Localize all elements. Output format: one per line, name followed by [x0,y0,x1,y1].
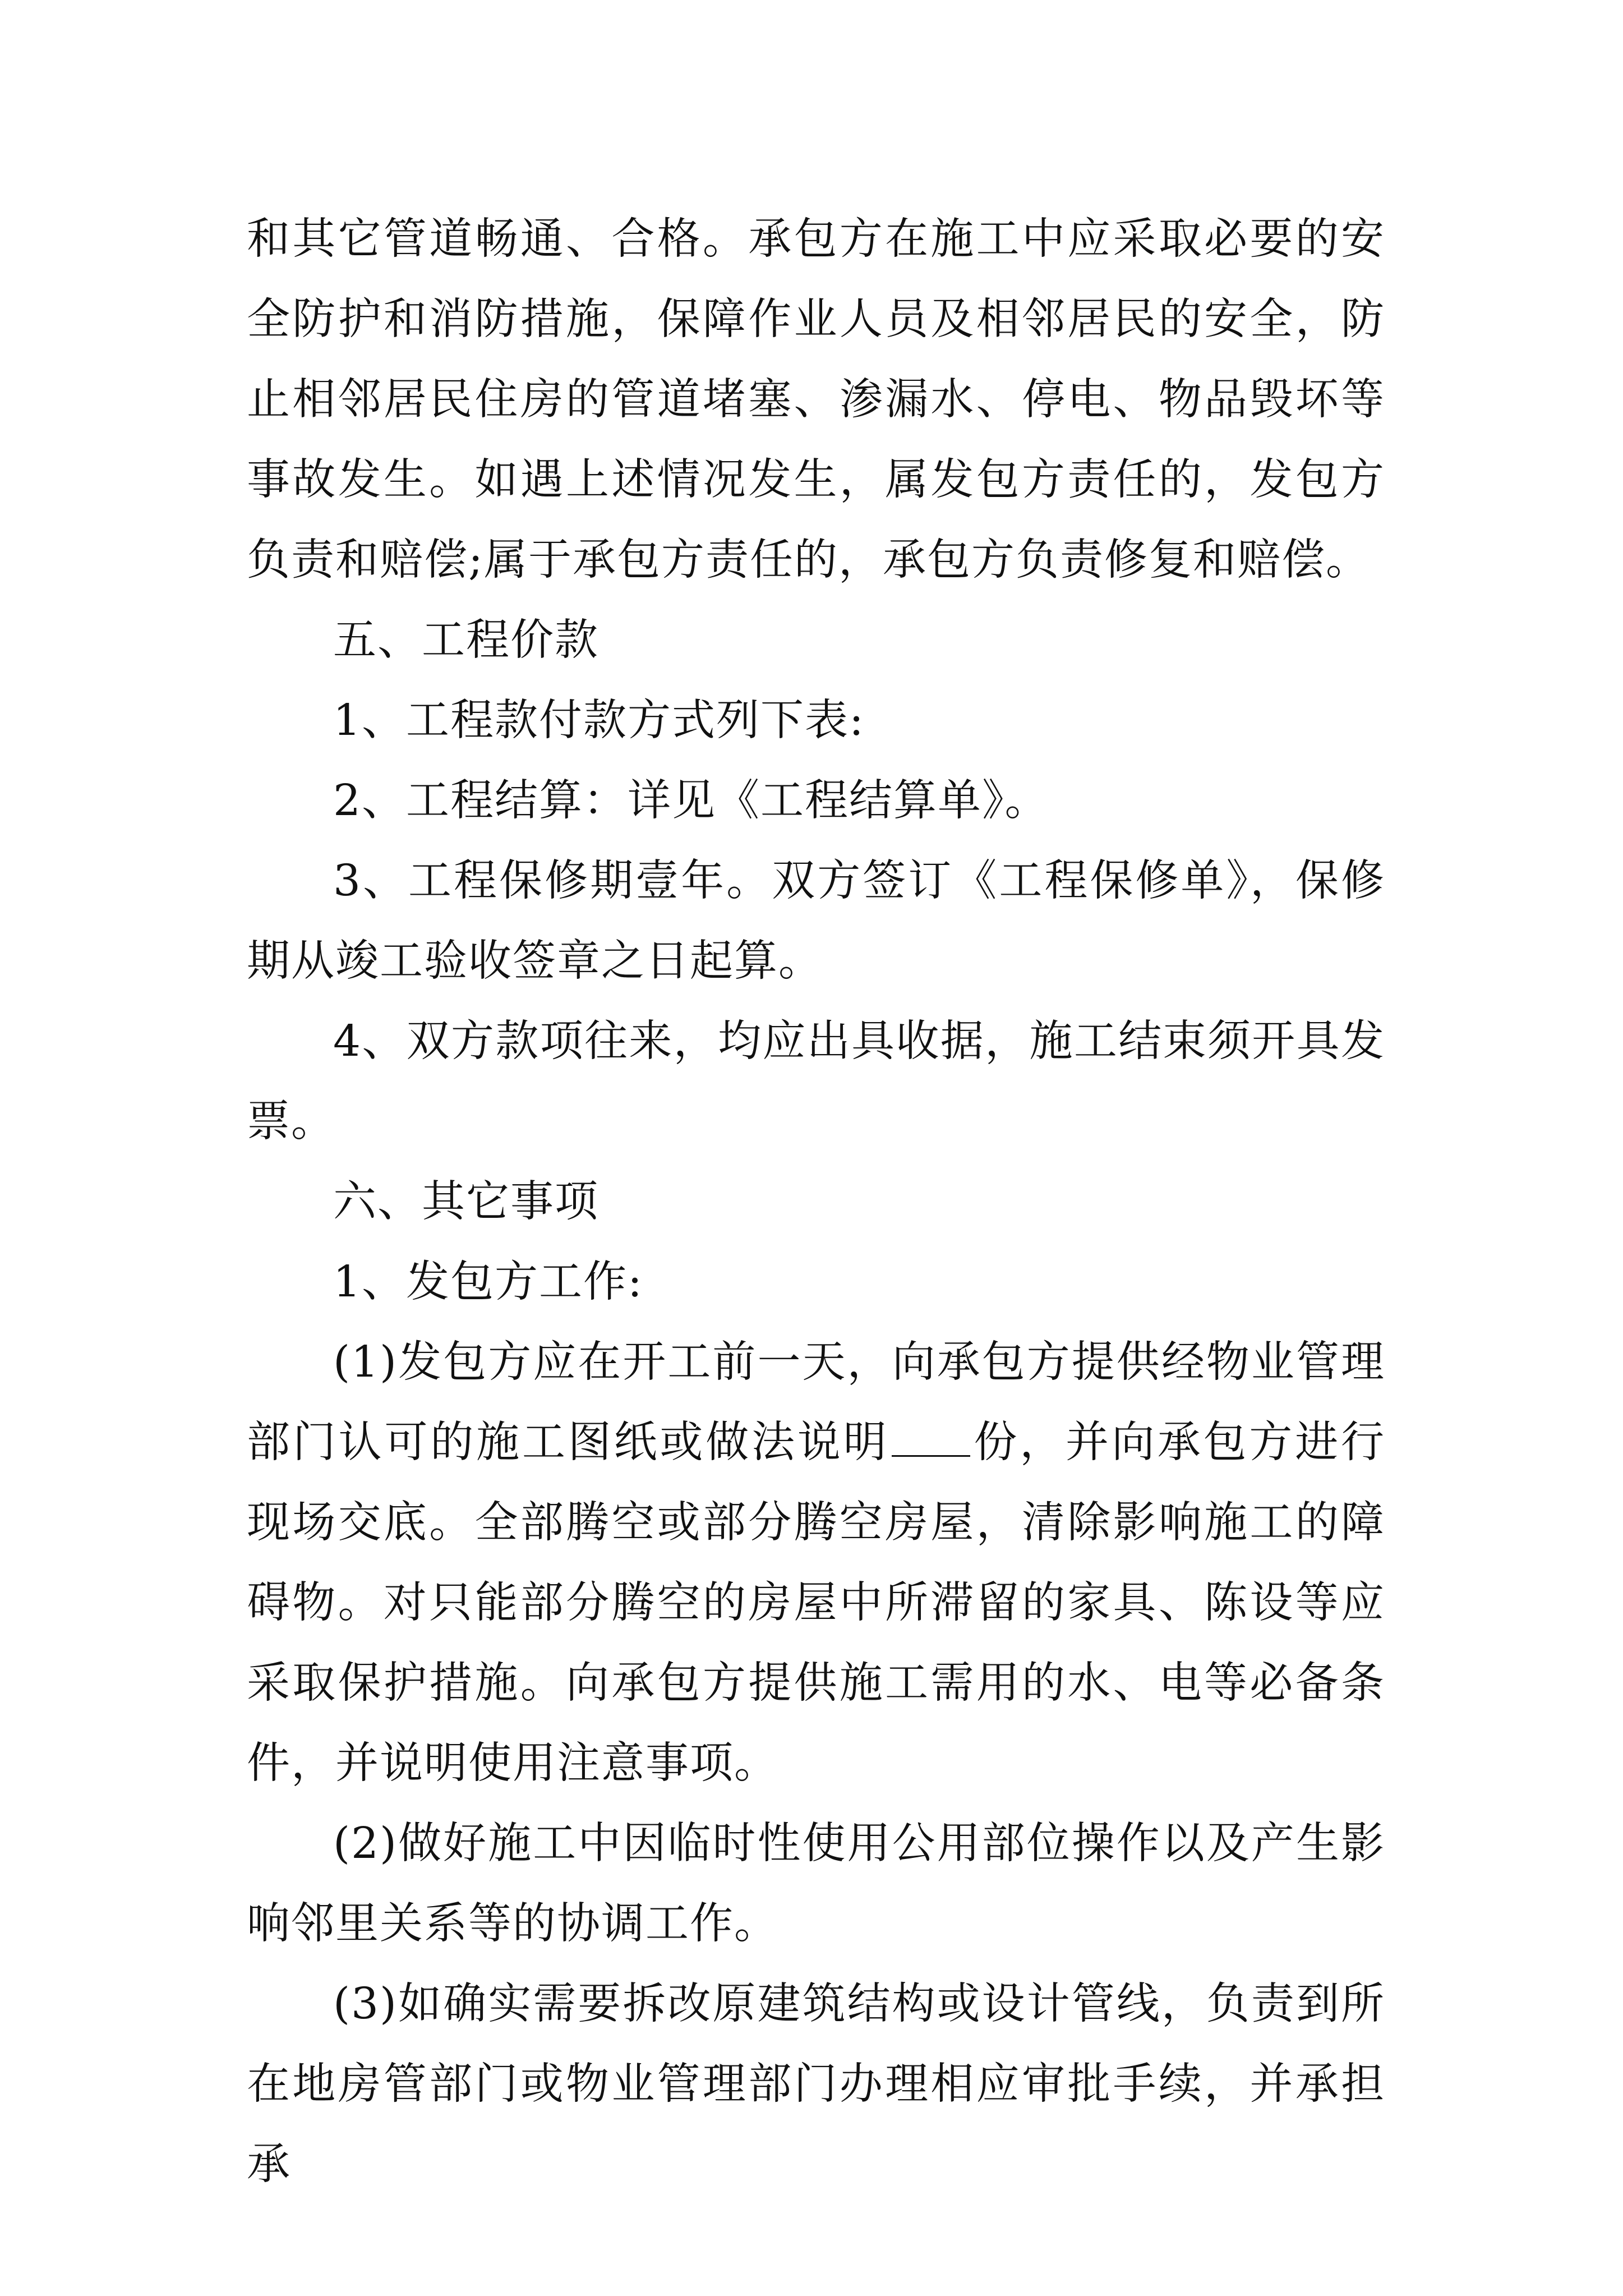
clause-client-work-1 [247,1322,1385,1803]
paragraph-continuation: 和其它管道畅通、合格。承包方在施工中应采取必要的安全防护和消防措施，保障作业人员及相邻居民的安全，防止相邻居民住房的管道堵塞、渗漏水、停电、物品毁坏等事故发生。如遇上述情况发生，属发包方责任的，发包方负责和赔偿;属于承包方责任的，承包方负责修复和赔偿。 [247,214,1385,585]
clause-receipts: 4、双方款项往来，均应出具收据，施工结束须开具发票。 [247,1016,1385,1147]
document-body [247,199,1385,2205]
clause-text-after-blank: 份，并向承包方进行现场交底。全部腾空或部分腾空房屋，清除影响施工的障碍物。对只能部分腾空的房屋中所滞留的家具、陈设等应采取保护措施。向承包方提供施工需用的水、电等必备条件，并说明使用注意事项。 [247,1418,1386,1788]
section-heading-project-price: 五、工程价款 [333,615,599,665]
clause-warranty: 3、工程保修期壹年。双方签订《工程保修单》，保修期从竣工验收签章之日起算。 [247,856,1385,986]
clause-text-before-blank: (1)发包方应在开工前一天，向承包方提供经物业管理部门认可的施工图纸或做法说明 [247,1337,1385,1467]
clause-client-work-3: (3)如确实需要拆改原建筑结构或设计管线，负责到所在地房管部门或物业管理部门办理相应审批手续，并承担承 [247,1979,1385,2189]
section-heading-other-matters: 六、其它事项 [333,1177,599,1227]
fill-in-blank [892,1421,970,1457]
clause-settlement: 2、工程结算：详见《工程结算单》。 [333,776,1049,826]
clause-client-work: 1、发包方工作: [333,1257,643,1307]
clause-payment-method: 1、工程款付款方式列下表: [333,696,865,746]
clause-client-work-2: (2)做好施工中因临时性使用公用部位操作以及产生影响邻里关系等的协调工作。 [247,1819,1385,1949]
